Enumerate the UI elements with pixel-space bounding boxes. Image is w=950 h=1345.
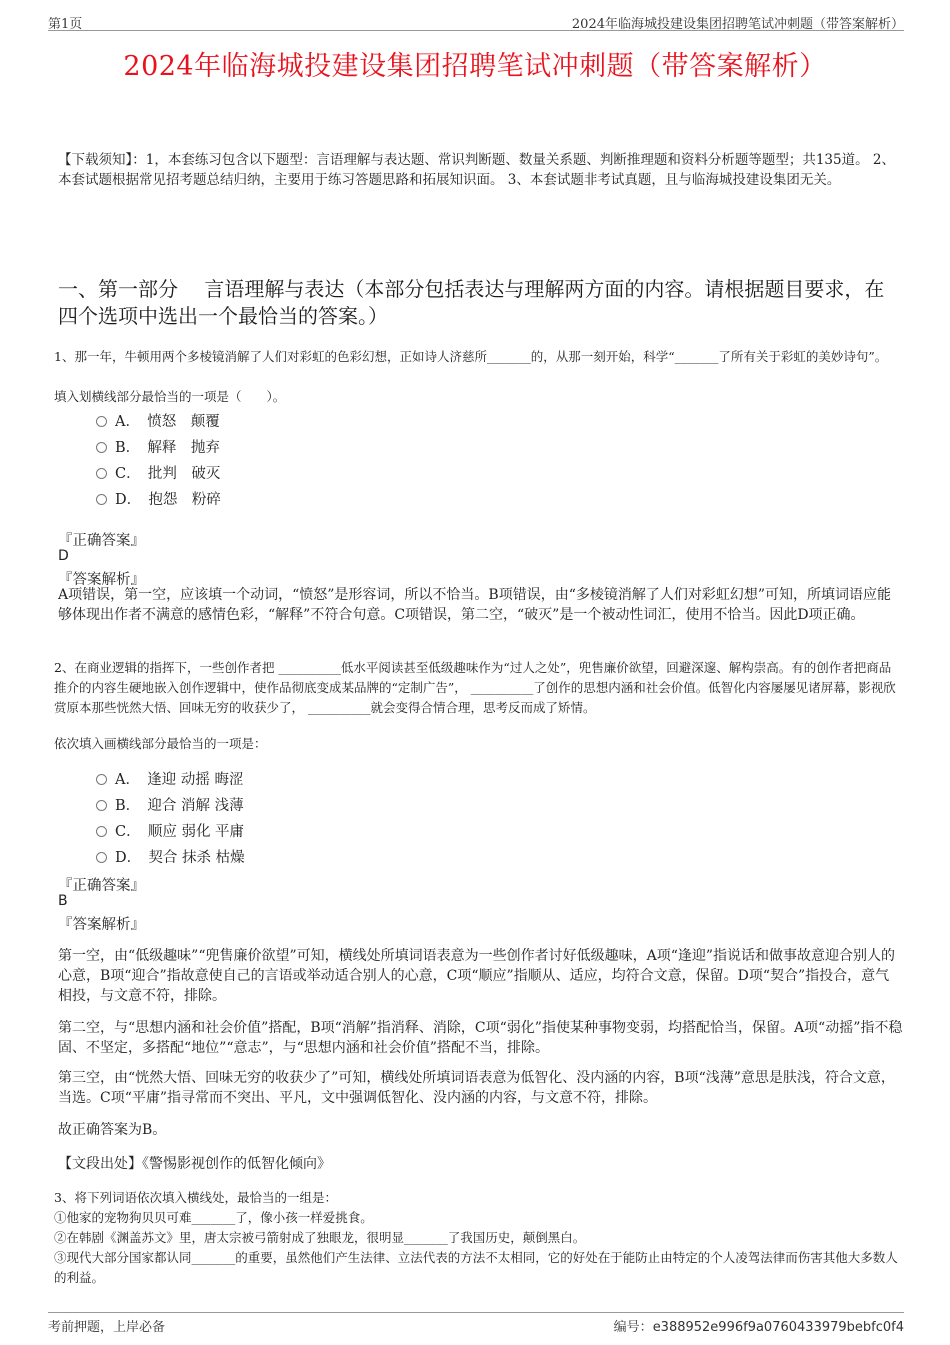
question-2-stem: 2、在商业逻辑的指挥下，一些创作者把 __________低水平阅读甚至低级趣味作为“过人之处”，兜售廉价欲望，回避深邃、解构崇高。有的创作者把商品推介的内容生硬地嵌入创作逻辑中，使作品彻底变成某品牌的“定制广告”， __________了创作的思想内涵和社会价值。低智化内容屡屡见诸屏幕，影视欣赏原本那些恍然大悟、回味无穷的收获少了， __________就会变得合情合理，思考反而成了矫情。 xyxy=(54,660,896,715)
radio-icon[interactable] xyxy=(96,494,107,505)
download-notice: 【下载须知】：1，本套练习包含以下题型：言语理解与表达题、常识判断题、数量关系题、判断推理题和资料分析题等题型；共135道。 2、本套试题根据常见招考题总结归纳，主要用于练习答题思路和拓展知识面。 3、本套试题非考试真题，且与临海城投建设集团无关。 xyxy=(58,152,895,188)
document-code-value: e388952e996f9a0760433979bebfc0f4 xyxy=(652,1320,904,1335)
document-code xyxy=(614,1316,904,1335)
q2-option-a[interactable]: A． 逢迎 动摇 晦涩 xyxy=(96,768,243,789)
q2-answer: B xyxy=(58,893,68,909)
radio-icon[interactable] xyxy=(96,416,107,427)
q1-option-b[interactable]: B． 解释 抛弃 xyxy=(96,436,220,457)
footer-slogan: 考前押题，上岸必备 xyxy=(48,1320,166,1335)
q2-answer-label: 『正确答案』 xyxy=(58,878,145,894)
q2-analysis-paragraph-3: 第三空，由“恍然大悟、回味无穷的收获少了”可知，横线处所填词语表意为低智化、没内涵的内容，B项“浅薄”意思是肤浅，符合文意，当选。C项“平庸”指寻常而不突出、平凡，文中强调低智化、没内涵的内容，与文意不符，排除。 xyxy=(58,1070,895,1106)
question-1-prompt: 填入划横线部分最恰当的一项是（ ）。 xyxy=(54,389,286,404)
header-doc-title: 2024年临海城投建设集团招聘笔试冲刺题（带答案解析） xyxy=(571,17,904,32)
question-2-prompt: 依次填入画横线部分最恰当的一项是： xyxy=(54,736,267,751)
document-title: 2024年临海城投建设集团招聘笔试冲刺题（带答案解析） xyxy=(123,51,827,82)
page-footer xyxy=(48,1312,904,1333)
page-number: 第1页 xyxy=(48,17,83,32)
q2-source: 【文段出处】《警惕影视创作的低智化倾向》 xyxy=(58,1156,331,1172)
radio-icon[interactable] xyxy=(96,468,107,479)
question-3-item-3: ③现代大部分国家都认同_______的重要，虽然他们产生法律、立法代表的方法不太相同，它的好处在于能防止由特定的个人凌驾法律而伤害其他大多数人的利益。 xyxy=(54,1250,898,1285)
radio-icon[interactable] xyxy=(96,826,107,837)
q2-option-b[interactable]: B． 迎合 消解 浅薄 xyxy=(96,794,244,815)
radio-icon[interactable] xyxy=(96,800,107,811)
q2-conclusion: 故正确答案为B。 xyxy=(58,1122,167,1138)
q1-answer: D xyxy=(58,548,69,564)
q1-answer-label: 『正确答案』 xyxy=(58,533,145,549)
radio-icon[interactable] xyxy=(96,774,107,785)
page-header xyxy=(48,10,904,31)
question-3-item-2: ②在韩剧《渊盖苏文》里，唐太宗被弓箭射成了独眼龙，很明显_______了我国历史，颠倒黑白。 xyxy=(54,1230,586,1245)
section-heading: 一、第一部分 言语理解与表达（本部分包括表达与理解两方面的内容。请根据题目要求，在四个选项中选出一个最恰当的答案。） xyxy=(58,277,885,328)
document-code-label: 编号： xyxy=(613,1320,653,1335)
q2-analysis-label: 『答案解析』 xyxy=(58,917,145,933)
q1-option-d[interactable]: D． 抱怨 粉碎 xyxy=(96,488,221,509)
q1-analysis-label: 『答案解析』 xyxy=(58,572,145,588)
question-3-item-1: ①他家的宠物狗贝贝可难_______了，像小孩一样爱挑食。 xyxy=(54,1210,373,1225)
radio-icon[interactable] xyxy=(96,442,107,453)
q2-analysis-paragraph-1: 第一空，由“低级趣味”“兜售廉价欲望”可知，横线处所填词语表意为一些创作者讨好低级趣味，A项“逢迎”指说话和做事故意迎合别人的心意，B项“迎合”指故意使自己的言语或举动适合别人的心意，C项“顺应”指顺从、适应，均符合文意，保留。D项“契合”指投合，意气相投，与文意不符，排除。 xyxy=(58,948,896,1004)
question-3-stem: 3、将下列词语依次填入横线处，最恰当的一组是： xyxy=(54,1190,337,1205)
q2-analysis-paragraph-2: 第二空，与“思想内涵和社会价值”搭配，B项“消解”指消释、消除，C项“弱化”指使某种事物变弱，均搭配恰当，保留。A项“动摇”指不稳固、不坚定，多搭配“地位”“意志”，与“思想内涵和社会价值”搭配不当，排除。 xyxy=(58,1020,903,1056)
question-1-stem: 1、那一年，牛顿用两个多棱镜消解了人们对彩虹的色彩幻想，正如诗人济慈所_______的，从那一刻开始，科学“_______了所有关于彩虹的美妙诗句”。 xyxy=(54,349,888,364)
q2-option-d[interactable]: D． 契合 抹杀 枯燥 xyxy=(96,846,245,867)
radio-icon[interactable] xyxy=(96,852,107,863)
q1-analysis: A项错误，第一空，应该填一个动词，“愤怒”是形容词，所以不恰当。B项错误，由“多棱镜消解了人们对彩虹幻想”可知，所填词语应能够体现出作者不满意的感情色彩，“解释”不符合句意。C项错误，第二空，“破灭”是一个被动性词汇，使用不恰当。因此D项正确。 xyxy=(58,587,892,623)
q1-option-c[interactable]: C． 批判 破灭 xyxy=(96,462,220,483)
q1-option-a[interactable]: A． 愤怒 颠覆 xyxy=(96,410,220,431)
q2-option-c[interactable]: C． 顺应 弱化 平庸 xyxy=(96,820,244,841)
